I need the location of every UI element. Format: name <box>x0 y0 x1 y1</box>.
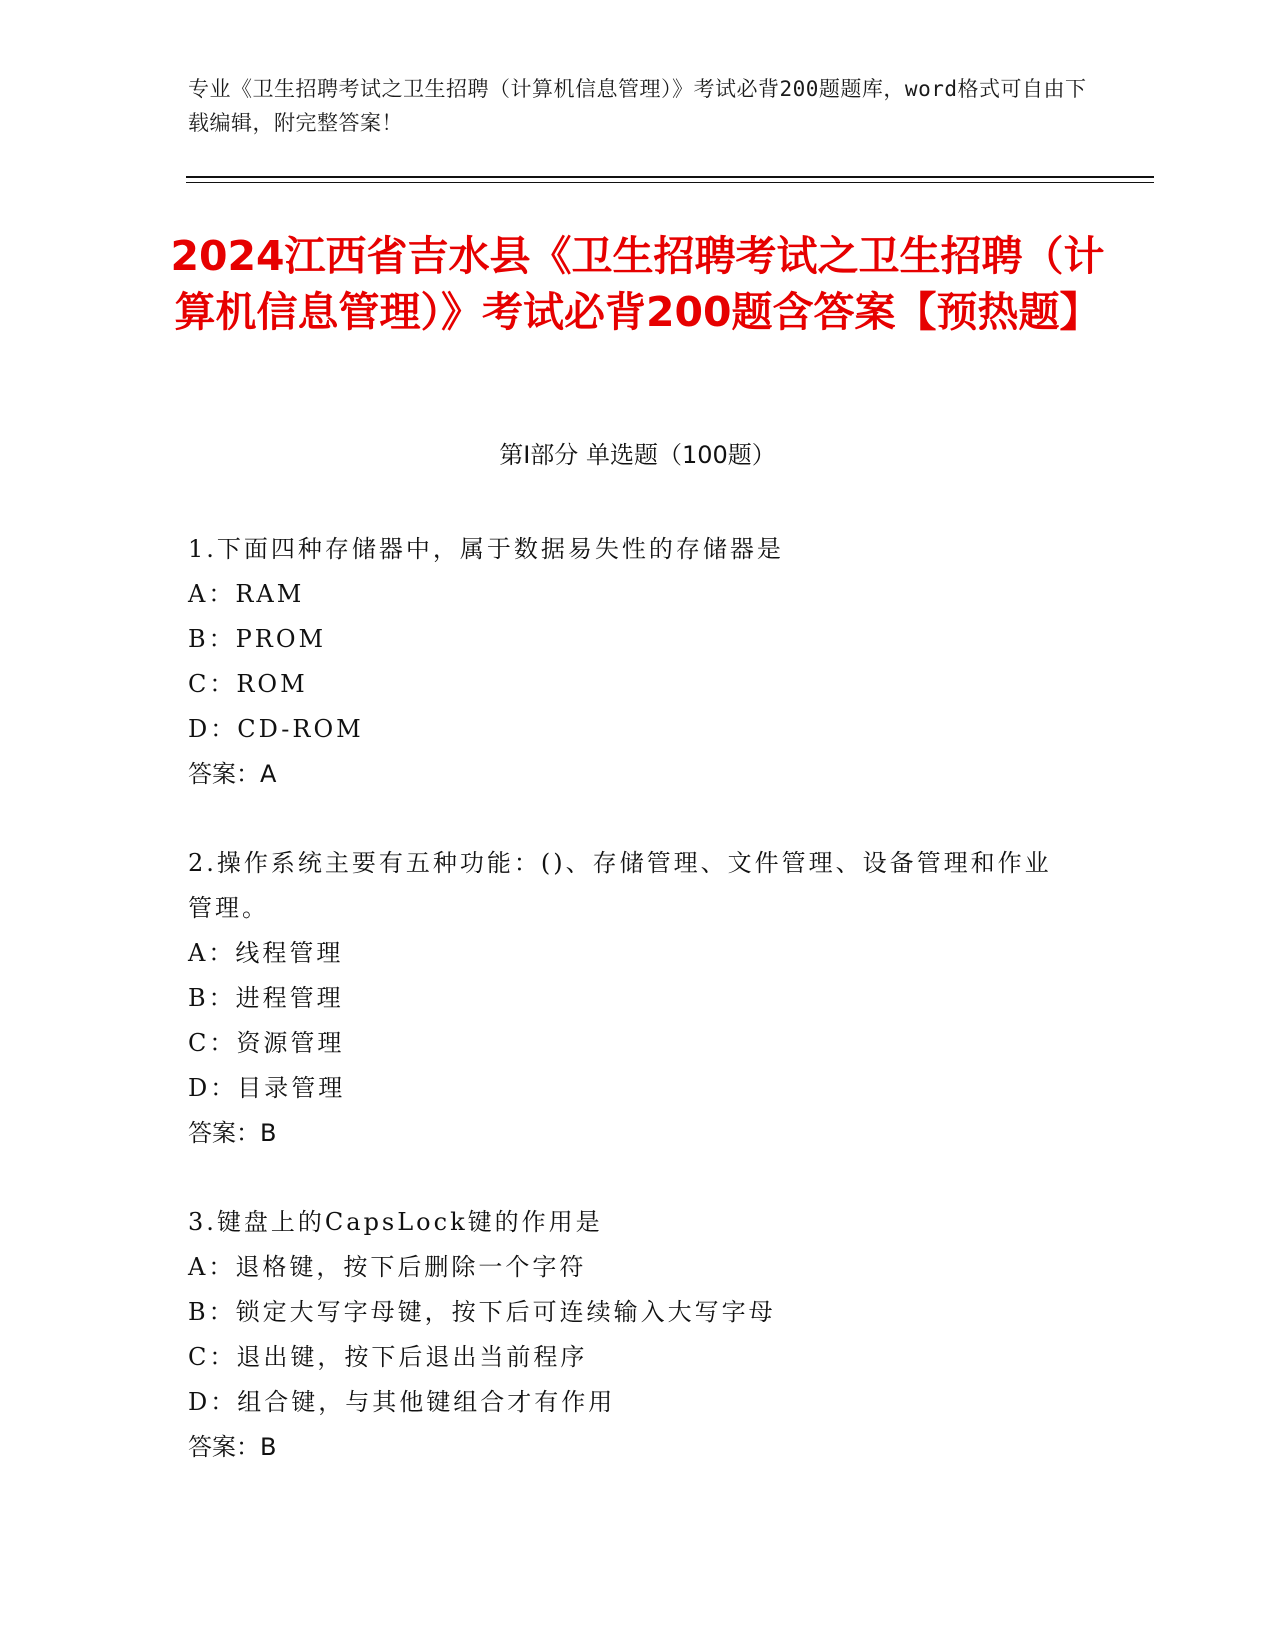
option-c: C：退出键，按下后退出当前程序 <box>188 1343 588 1371</box>
option-b: B：锁定大写字母键，按下后可连续输入大写字母 <box>188 1298 776 1326</box>
question-item <box>188 1200 1068 1470</box>
option-d: D：目录管理 <box>188 1074 346 1102</box>
question-item <box>188 841 1068 1156</box>
question-item <box>188 527 1068 797</box>
option-b: B：PROM <box>188 625 327 653</box>
option-a: A：退格键，按下后删除一个字符 <box>188 1253 587 1281</box>
header-note: 专业《卫生招聘考试之卫生招聘（计算机信息管理）》考试必背200题题库，word格式可自由下载编辑，附完整答案！ <box>188 77 1087 135</box>
option-a: A：线程管理 <box>188 939 344 967</box>
option-d: D：CD-ROM <box>188 715 364 743</box>
option-c: C：资源管理 <box>188 1029 345 1057</box>
question-stem: 1.下面四种存储器中，属于数据易失性的存储器是 <box>188 535 784 563</box>
document-title: 2024江西省吉水县《卫生招聘考试之卫生招聘（计算机信息管理）》考试必背200题含答案【预热题】 <box>170 232 1105 336</box>
option-b: B：进程管理 <box>188 984 344 1012</box>
answer-line: 答案：B <box>188 1119 277 1147</box>
option-a: A：RAM <box>188 580 305 608</box>
question-list <box>188 527 1068 1514</box>
section-title: 第Ⅰ部分 单选题（100题） <box>499 441 776 469</box>
answer-line: 答案：B <box>188 1433 277 1461</box>
option-d: D：组合键，与其他键组合才有作用 <box>188 1388 616 1416</box>
header-rule-thick <box>186 176 1154 178</box>
header-rule-thin <box>186 182 1154 183</box>
question-stem: 2.操作系统主要有五种功能：()、存储管理、文件管理、设备管理和作业管理。 <box>188 849 1052 922</box>
option-c: C：ROM <box>188 670 308 698</box>
question-stem: 3.键盘上的CapsLock键的作用是 <box>188 1208 603 1236</box>
answer-line: 答案：A <box>188 760 277 788</box>
